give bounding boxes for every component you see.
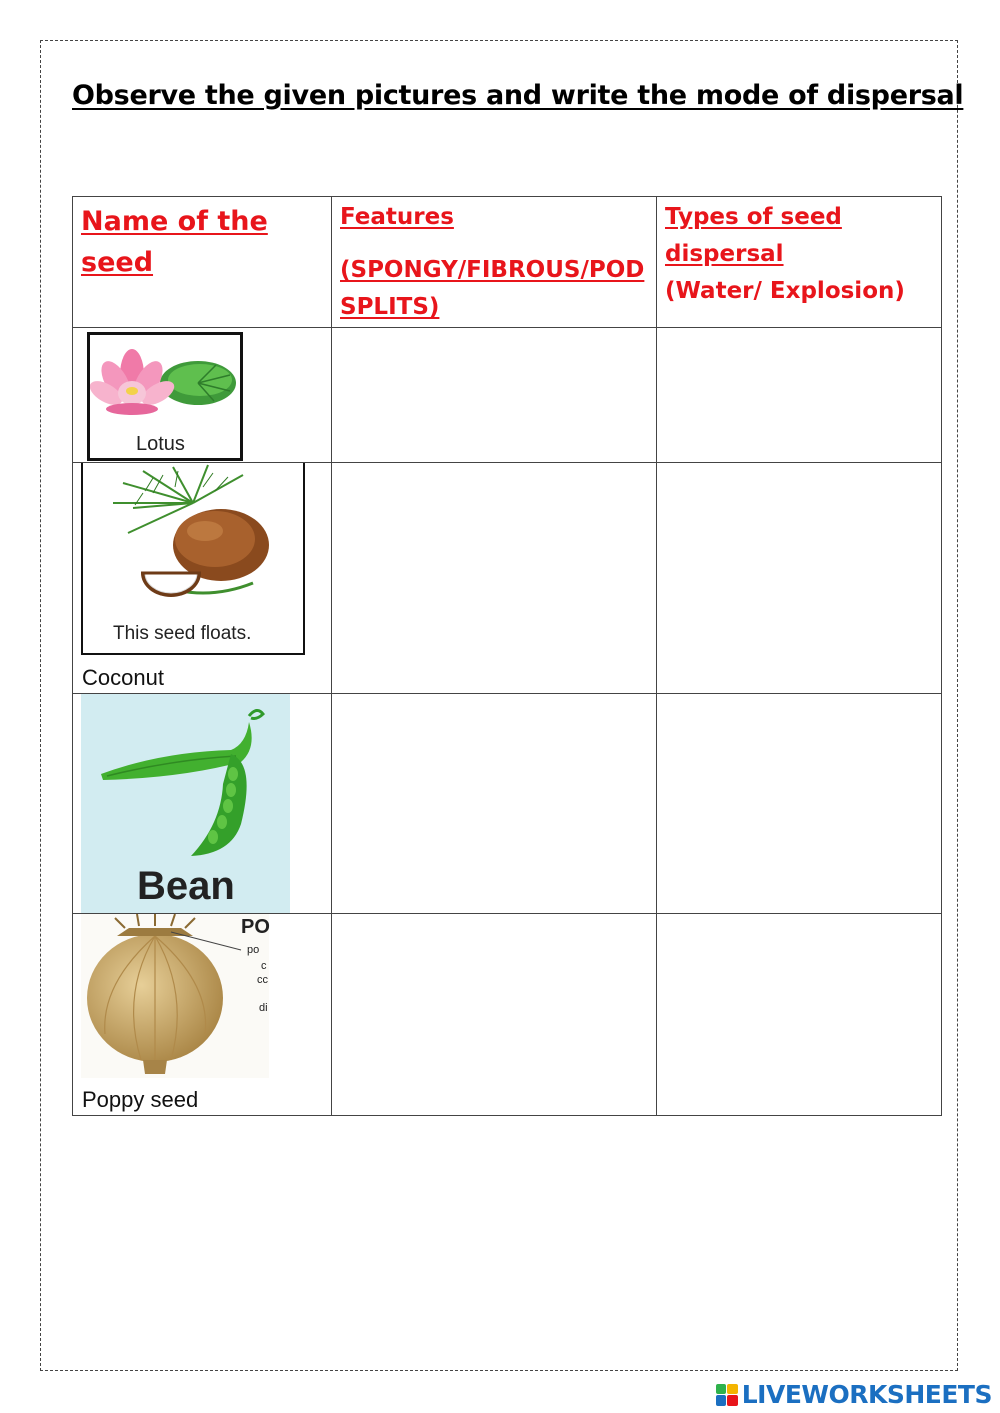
seed-dispersal-table	[72, 196, 942, 1116]
lotus-icon	[90, 335, 240, 435]
poppy-diagram-fragment: po	[247, 944, 260, 956]
header-name-line2: seed	[81, 247, 154, 278]
dispersal-answer-cell[interactable]	[657, 463, 942, 694]
worksheet-heading: Observe the given pictures and write the mode of dispersal	[72, 80, 964, 111]
poppy-diagram-fragment: cc	[257, 974, 268, 986]
header-features-title: Features	[340, 204, 454, 230]
table-row	[73, 328, 942, 463]
seed-name-cell	[73, 463, 332, 694]
seed-name-cell	[73, 694, 332, 914]
dispersal-answer-cell[interactable]	[657, 914, 942, 1116]
liveworksheets-brand	[716, 1380, 992, 1409]
header-dispersal-type	[657, 197, 942, 328]
poppy-diagram-fragment: di	[259, 1002, 268, 1014]
features-answer-cell[interactable]	[332, 328, 657, 463]
poppy-diagram-fragment: c	[261, 960, 267, 972]
table-row	[73, 463, 942, 694]
dispersal-answer-cell[interactable]	[657, 328, 942, 463]
seed-name-cell	[73, 328, 332, 463]
poppy-diagram-title: PO	[241, 916, 270, 938]
coconut-icon	[83, 463, 303, 623]
coconut-picture-label: This seed floats.	[113, 623, 252, 644]
poppy-picture	[81, 914, 269, 1078]
features-answer-cell[interactable]	[332, 463, 657, 694]
lotus-picture-label: Lotus	[136, 433, 185, 455]
table-header-row	[73, 197, 942, 328]
dispersal-answer-cell[interactable]	[657, 694, 942, 914]
coconut-picture	[81, 463, 305, 655]
liveworksheets-logo-icon	[716, 1384, 738, 1406]
header-name-line1: Name of the	[81, 206, 268, 237]
header-dispersal-title-line1: Types of seed	[665, 204, 842, 230]
seed-caption: Poppy seed	[82, 1087, 199, 1112]
lotus-picture	[87, 332, 243, 461]
features-answer-cell[interactable]	[332, 914, 657, 1116]
table-row	[73, 694, 942, 914]
liveworksheets-wordmark: LIVEWORKSHEETS	[741, 1380, 992, 1409]
features-answer-cell[interactable]	[332, 694, 657, 914]
bean-pod-icon	[81, 694, 290, 864]
header-features-options-line2: SPLITS)	[340, 294, 440, 320]
bean-picture-label: Bean	[137, 864, 235, 908]
seed-name-cell	[73, 914, 332, 1116]
header-dispersal-options: (Water/ Explosion)	[665, 278, 905, 304]
seed-caption: Coconut	[82, 665, 164, 690]
table-row	[73, 914, 942, 1116]
header-name-of-seed	[73, 197, 332, 328]
bean-picture	[81, 694, 290, 913]
header-features-options-line1: (SPONGY/FIBROUS/POD	[340, 257, 645, 283]
header-dispersal-title-line2: dispersal	[665, 241, 784, 267]
header-features	[332, 197, 657, 328]
